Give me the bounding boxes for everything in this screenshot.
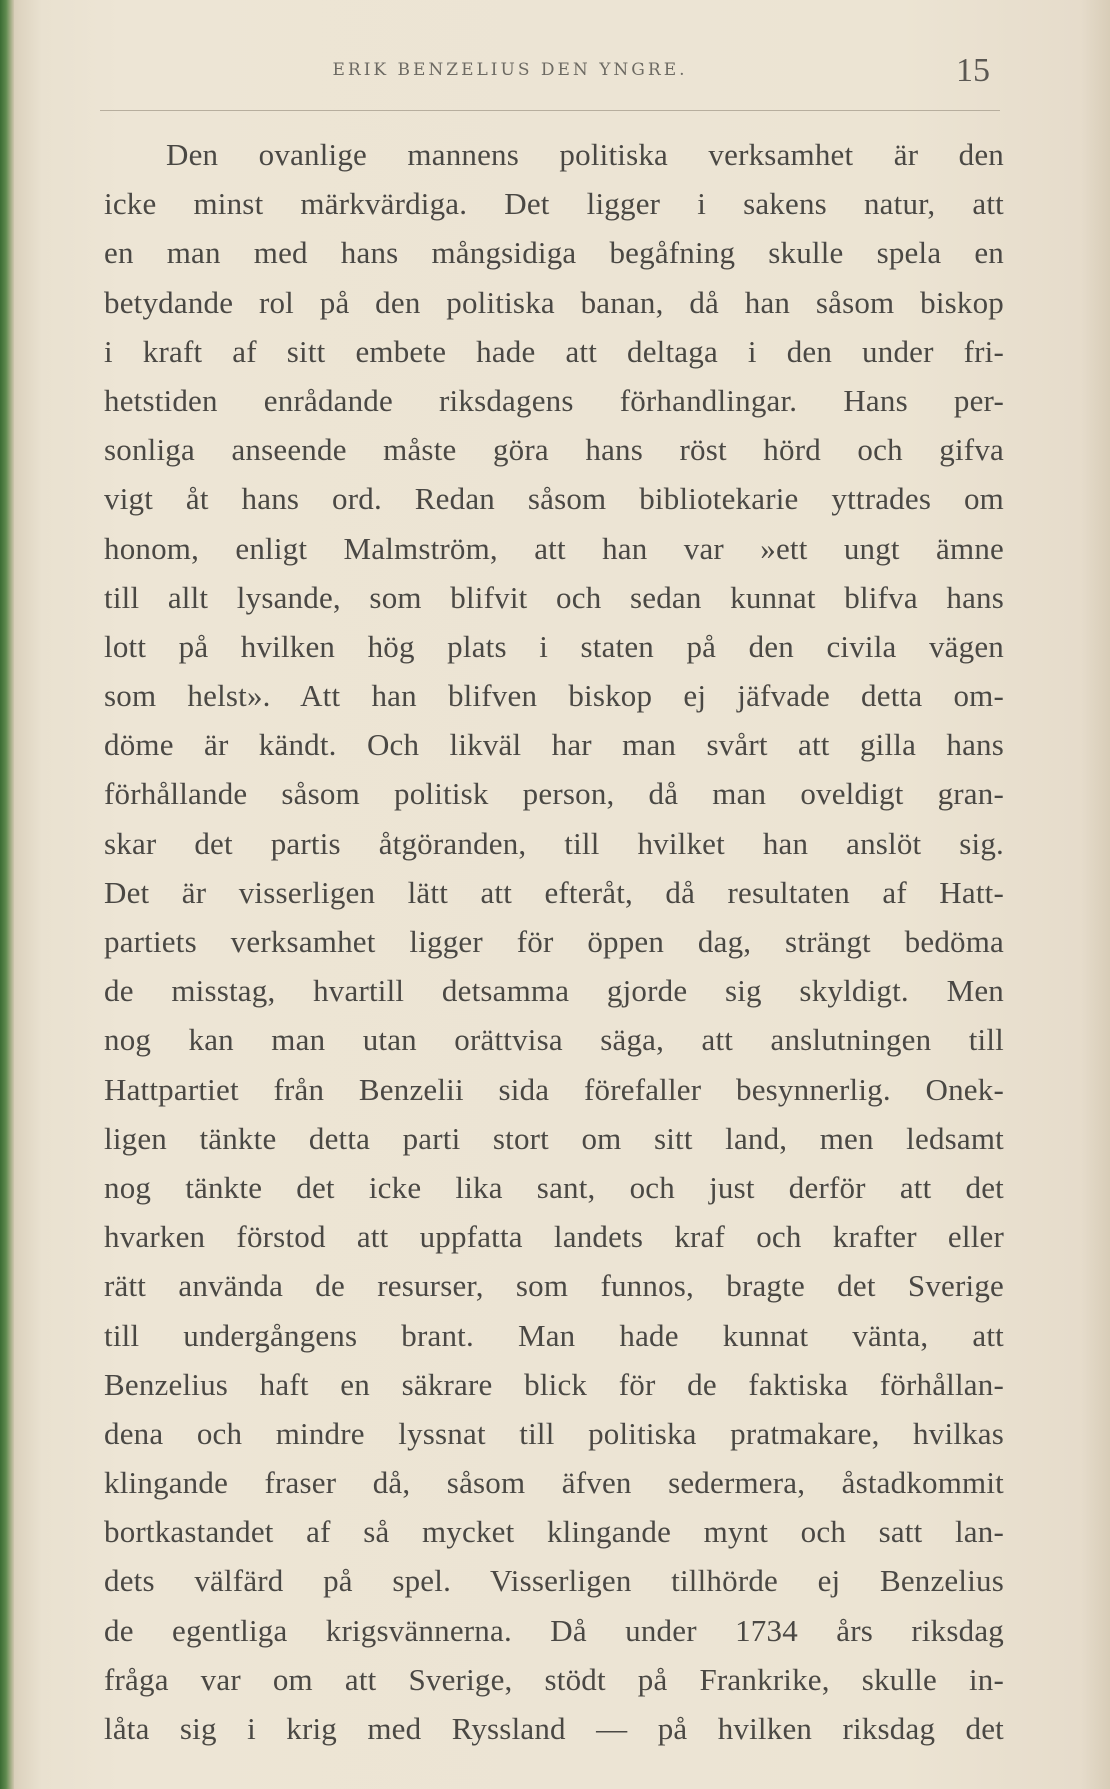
text-line: rätt använda de resurser, som funnos, bragte det Sverige [104, 1268, 1004, 1304]
text-line: till undergångens brant. Man hade kunnat vänta, att [104, 1317, 1004, 1353]
text-line: skar det partis åtgöranden, till hvilket han anslöt sig. [104, 825, 1004, 861]
text-line: ligen tänkte detta parti stort om sitt land, men ledsamt [104, 1120, 1004, 1156]
text-line: nog kan man utan orättvisa säga, att anslutningen till [104, 1022, 1004, 1058]
text-line: nog tänkte det icke lika sant, och just derför att det [104, 1169, 1004, 1205]
text-line: de misstag, hvartill detsamma gjorde sig skyldigt. Men [104, 973, 1004, 1009]
text-line: partiets verksamhet ligger för öppen dag, strängt bedöma [104, 924, 1004, 959]
text-line: till allt lysande, som blifvit och sedan kunnat blifva hans [104, 579, 1004, 615]
text-line: förhållande såsom politisk person, då man oveldigt gran- [104, 776, 1004, 812]
text-line: lott på hvilken hög plats i staten på den civila vägen [104, 628, 1004, 664]
page-number: 15 [956, 52, 990, 89]
text-line: vigt åt hans ord. Redan såsom bibliotekarie yttrades om [104, 481, 1004, 517]
text-line: sonliga anseende måste göra hans röst hörd och gifva [104, 432, 1004, 468]
book-binding-edge [0, 0, 14, 1789]
text-line: icke minst märkvärdiga. Det ligger i sakens natur, att [104, 186, 1004, 222]
text-line: betydande rol på den politiska banan, då han såsom biskop [104, 284, 1004, 320]
text-line: klingande fraser då, såsom äfven sedermera, åstadkommit [104, 1465, 1004, 1501]
text-line: Den ovanlige mannens politiska verksamhet är den [166, 137, 1004, 172]
text-line: en man med hans mångsidiga begåfning skulle spela en [104, 235, 1004, 271]
body-text [104, 130, 1004, 1753]
text-line: Benzelius haft en säkrare blick för de faktiska förhållan- [104, 1366, 1004, 1402]
text-line: de egentliga krigsvännerna. Då under 1734 års riksdag [104, 1612, 1004, 1648]
text-line: Det är visserligen lätt att efteråt, då resultaten af Hatt- [104, 874, 1004, 910]
page-header [110, 52, 1010, 92]
text-line: bortkastandet af så mycket klingande mynt och satt lan- [104, 1514, 1004, 1550]
text-line: i kraft af sitt embete hade att deltaga i den under fri- [104, 333, 1004, 369]
running-head: ERIK BENZELIUS DEN YNGRE. [332, 60, 688, 80]
text-line: hvarken förstod att uppfatta landets kraf och krafter eller [104, 1219, 1004, 1255]
text-line: fråga var om att Sverige, stödt på Frankrike, skulle in- [104, 1661, 1004, 1697]
text-line: honom, enligt Malmström, att han var »ett ungt ämne [104, 530, 1004, 566]
text-line: hetstiden enrådande riksdagens förhandlingar. Hans per- [104, 382, 1004, 418]
text-line: som helst». Att han blifven biskop ej jäfvade detta om- [104, 678, 1004, 714]
text-line: dets välfärd på spel. Visserligen tillhörde ej Benzelius [104, 1563, 1004, 1599]
text-line: dena och mindre lyssnat till politiska pratmakare, hvilkas [104, 1415, 1004, 1451]
text-line: döme är kändt. Och likväl har man svårt att gilla hans [104, 727, 1004, 763]
text-line: Hattpartiet från Benzelii sida förefaller besynnerlig. Onek- [104, 1071, 1004, 1107]
header-rule [100, 110, 1000, 111]
text-line: låta sig i krig med Ryssland — på hvilken riksdag det [104, 1711, 1004, 1746]
